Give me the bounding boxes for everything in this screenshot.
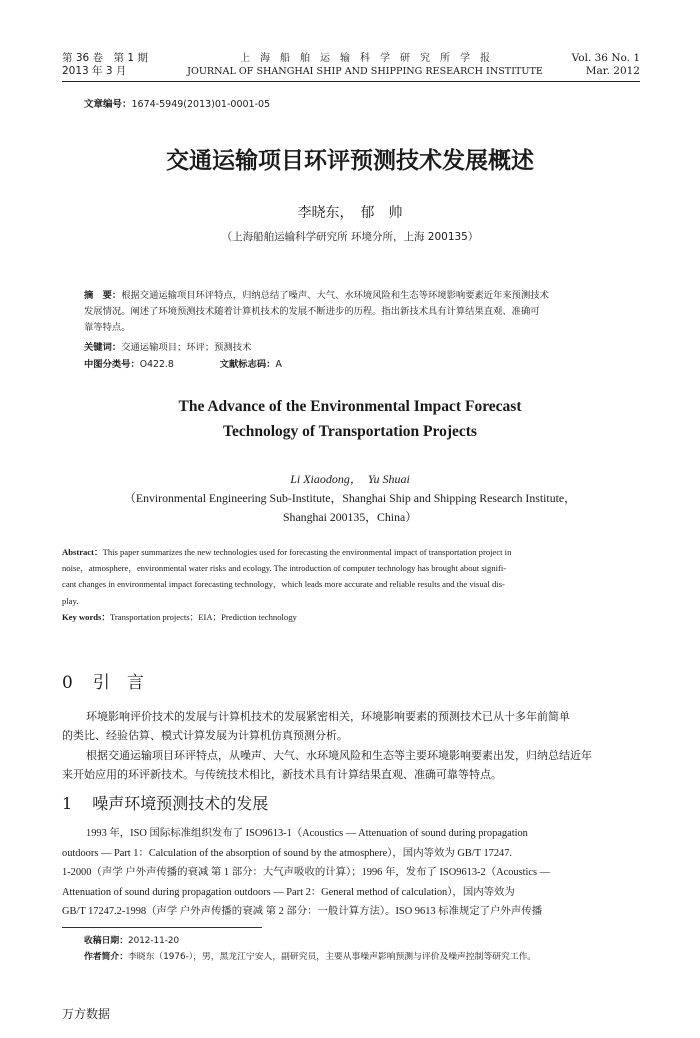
- section-1-heading: [62, 793, 268, 815]
- section-0-p1-line-2: 的类比、经验估算、模式计算发展为计算机仿真预测分析。: [62, 729, 348, 743]
- author-bio-label: 作者简介：: [84, 952, 128, 962]
- footnote: [84, 933, 654, 965]
- header-journal-en: JOURNAL OF SHANGHAI SHIP AND SHIPPING RESEARCH INSTITUTE: [187, 66, 543, 77]
- header-date-en: Mar. 2012: [585, 65, 640, 77]
- section-1-line-2: outdoors — Part 1：Calculation of the absorption of sound by the atmosphere），国内等效为 GB/T 17247.: [62, 847, 513, 859]
- abstract-cn-line-2: 发展情况。阐述了环境预测技术随着计算机技术的发展不断进步的历程。指出新技术具有计算结果直观、准确可: [84, 306, 540, 317]
- abstract-cn: [84, 288, 644, 336]
- authors-en: Li Xiaodong， Yu Shuai: [290, 472, 410, 486]
- author-bio: 李晓东（1976-），男，黑龙江宁安人，副研究员，主要从事噪声影响预测与评价及噪声控制等研究工作。: [128, 952, 537, 962]
- clc-value: O422.8: [139, 359, 174, 370]
- footnote-rule: [62, 927, 262, 928]
- received-label: 收稿日期：: [84, 936, 128, 946]
- section-0-p1-line-1: 环境影响评价技术的发展与计算机技术的发展紧密相关，环境影响要素的预测技术已从十多年前简单: [86, 710, 570, 723]
- classification-line: [84, 357, 282, 373]
- doc-code-value: A: [275, 359, 282, 370]
- abstract-en-label: Abstract：: [62, 547, 103, 557]
- section-1-line-5: GB/T 17247.2-1998（声学 户外声传播的衰减 第 2 部分：一般计算方法）。ISO 9613 标准规定了户外声传播: [62, 906, 543, 918]
- section-1-line-3: 1-2000（声学 户外声传播的衰减 第 1 部分：大气声吸收的计算）；1996 年，发布了 ISO9613-2（Acoustics —: [62, 867, 551, 879]
- section-0-heading: [62, 672, 144, 694]
- keywords-en-text: Transportation projects；EIA；Prediction technology: [109, 611, 297, 622]
- section-0-p2-line-1: 根据交通运输项目环评特点，从噪声、大气、水环境风险和生态等主要环境影响要素出发，归纳总结近年: [86, 748, 592, 762]
- section-1-line-1: 1993 年，ISO 国际标准组织发布了 ISO9613-1（Acoustics — Attenuation of sound during propagation: [86, 828, 528, 839]
- abstract-en: [62, 544, 652, 625]
- article-number-label: 文章编号：: [84, 99, 132, 110]
- section-1-line-4: Attenuation of sound during propagation outdoors — Part 2：General method of calculation），国内等效为: [62, 886, 515, 898]
- abstract-cn-line-3: 靠等特点。: [84, 322, 131, 333]
- abstract-en-line-2: noise，atmosphere，environmental water risks and ecology. The introduction of computer technology has brought about signifi-: [62, 563, 507, 574]
- header-date-cn: 2013 年 3 月: [62, 65, 127, 77]
- section-0-number: 0: [62, 673, 73, 693]
- section-0-p2-line-2: 来开始应用的环评新技术。与传统技术相比，新技术具有计算结果直观、准确可靠等特点。: [62, 767, 502, 781]
- abstract-cn-line-1: 根据交通运输项目环评特点，归纳总结了噪声、大气、水环境风险和生态等环境影响要素近年来预测技术: [121, 290, 549, 301]
- watermark: 万方数据: [62, 1007, 111, 1021]
- title-en-line-2: Technology of Transportation Projects: [223, 423, 477, 440]
- affiliation-en-line-2: Shanghai 200135，China）: [282, 510, 418, 524]
- keywords-cn: [84, 340, 251, 356]
- abstract-cn-label: 摘 要：: [84, 290, 122, 301]
- abstract-en-line-3: cant changes in environmental impact forecasting technology，which leads more accurate and reliable results and the visual dis-: [62, 579, 505, 590]
- header-journal-cn: 上 海 船 舶 运 输 科 学 研 究 所 学 报: [240, 53, 490, 64]
- header-volume-en: Vol. 36 No. 1: [571, 52, 640, 64]
- keywords-cn-text: 交通运输项目；环评；预测技术: [121, 342, 252, 353]
- keywords-en-label: Key words：: [62, 611, 110, 622]
- article-number-value: 1674-5949(2013)01-0001-05: [131, 99, 271, 110]
- affiliation-en-line-1: （Environmental Engineering Sub-Institute，Shanghai Ship and Shipping Research Institute，: [124, 491, 576, 505]
- keywords-cn-label: 关键词：: [84, 342, 122, 353]
- section-0-title: 引 言: [92, 673, 144, 693]
- clc-label: 中图分类号：: [84, 359, 140, 370]
- header-rule: [62, 81, 640, 82]
- section-0-body: [62, 707, 652, 784]
- header-volume-cn: 第 36 卷 第 1 期: [62, 52, 148, 64]
- received-date: 2012-11-20: [128, 936, 180, 946]
- abstract-en-line-4: play.: [62, 595, 79, 606]
- abstract-en-line-1: This paper summarizes the new technologies used for forecasting the environmental impact of transportation project in: [102, 547, 512, 557]
- section-1-number: 1: [62, 794, 73, 813]
- title-cn: 交通运输项目环评预测技术发展概述: [166, 148, 534, 174]
- section-1-body: [62, 824, 652, 922]
- authors-cn: 李晓东， 郁 帅: [297, 205, 403, 221]
- title-en-line-1: The Advance of the Environmental Impact Forecast: [178, 398, 522, 415]
- affiliation-cn: （上海船舶运输科学研究所 环境分所，上海 200135）: [221, 231, 479, 243]
- doc-code-label: 文献标志码：: [219, 359, 276, 370]
- section-1-title: 噪声环境预测技术的发展: [92, 794, 269, 813]
- article-number: [84, 97, 270, 113]
